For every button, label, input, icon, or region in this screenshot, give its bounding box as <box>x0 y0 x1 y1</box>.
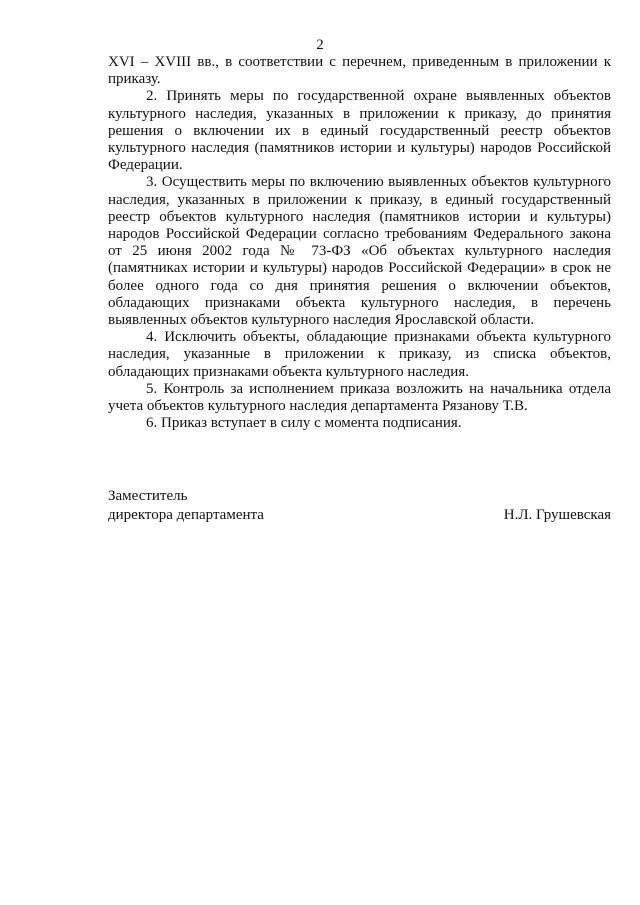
paragraph-item-2: 2. Принять меры по государственной охране выявленных объектов культурного наследия, указанных в приложении к приказу, до принятия решения о включении их в единый государственный реестр объектов культурного наследия (памятников истории и культуры) народов Российской Федерации. <box>108 88 611 174</box>
signature-row <box>108 506 611 525</box>
paragraph-item-4: 4. Исключить объекты, обладающие признаками объекта культурного наследия, указанные в приложении к приказу, из списка объектов, обладающих признаками объекта культурного наследия. <box>108 329 611 380</box>
signatory-position-line2: директора департамента <box>108 507 264 523</box>
paragraph-item-6: 6. Приказ вступает в силу с момента подписания. <box>146 415 462 432</box>
paragraph-item-5: 5. Контроль за исполнением приказа возложить на начальника отдела учета объектов культурного наследия департамента Рязанову Т.В. <box>108 380 611 415</box>
signature-block <box>108 487 611 525</box>
page-number: 2 <box>316 37 324 53</box>
document-body <box>108 54 611 432</box>
signatory-position-line1: Заместитель <box>108 488 188 504</box>
signatory-name: Н.Л. Грушевская <box>503 507 611 523</box>
paragraph-continuation: XVI – XVIII вв., в соответствии с перечнем, приведенным в приложении к приказу. <box>108 54 611 88</box>
paragraph-item-3: 3. Осуществить меры по включению выявленных объектов культурного наследия, указанных в приложении к приказу, в единый государственный реестр объектов культурного наследия (памятников истории и культуры) народов Российской Федерации согласно требованиям Федерального закона от 25 июня 2002 года № 73-ФЗ «Об объектах культурного наследия (памятниках истории и культуры) народов Российской Федерации» в срок не более одного года со дня принятия решения о включении объектов, обладающих признаками объекта культурного наследия, в перечень выявленных объектов культурного наследия Ярославской области. <box>108 174 611 329</box>
